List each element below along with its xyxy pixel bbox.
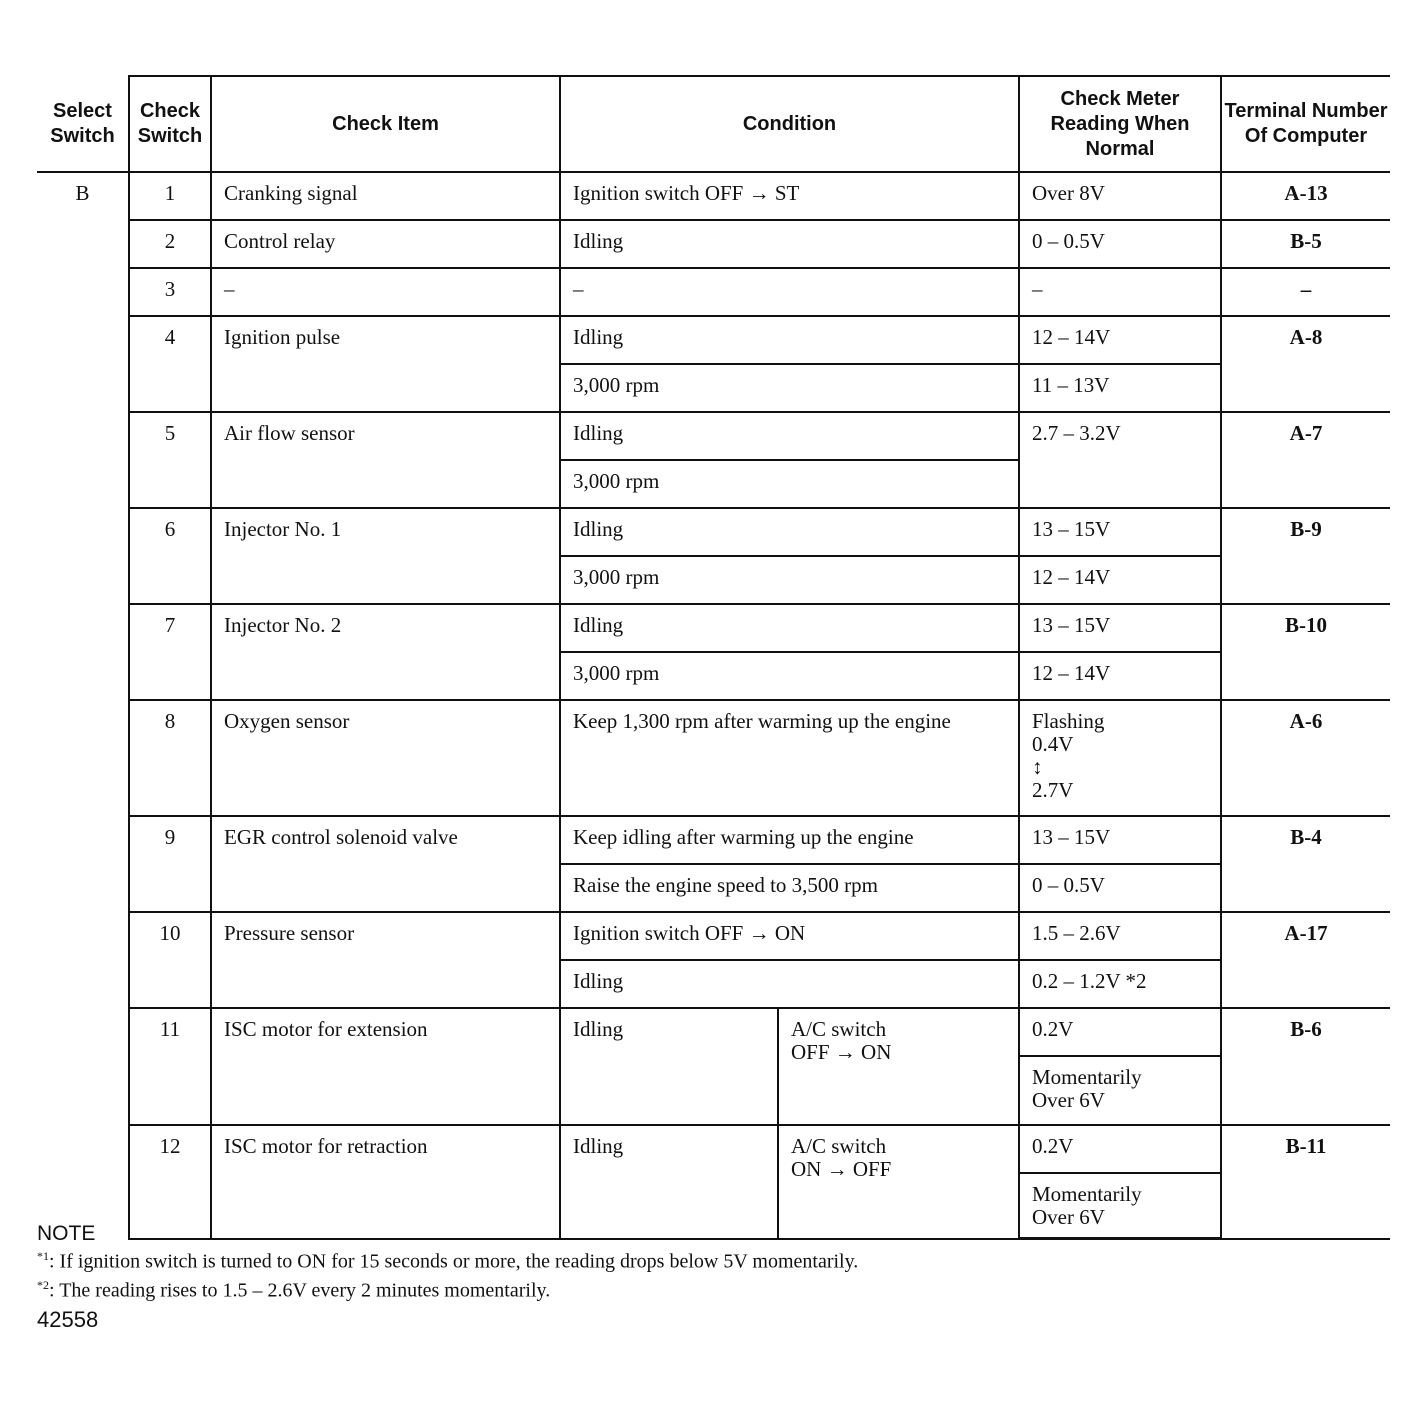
terminal-cell: B-11 (1221, 1125, 1390, 1239)
check-switch-number: 10 (129, 912, 211, 1008)
check-item: ISC motor for extension (211, 1008, 560, 1125)
condition-cell: 3,000 rpm (560, 364, 1019, 412)
header-check-switch: Check Switch (129, 76, 211, 172)
terminal-cell: B-4 (1221, 816, 1390, 912)
terminal-cell: A-17 (1221, 912, 1390, 1008)
table-row (37, 1125, 1390, 1173)
terminal-cell: – (1221, 268, 1390, 316)
terminal-cell: B-9 (1221, 508, 1390, 604)
condition-cell: 3,000 rpm (560, 556, 1019, 604)
check-item: ISC motor for retraction (211, 1125, 560, 1239)
condition-cell: Idling (560, 960, 1019, 1008)
reading-cell: Momentarily Over 6V (1019, 1173, 1221, 1239)
reading-cell: 12 – 14V (1019, 652, 1221, 700)
condition-cell: Keep idling after warming up the engine (560, 816, 1019, 864)
table-row (37, 912, 1390, 960)
reading-cell: 2.7 – 3.2V (1019, 412, 1221, 508)
reading-cell: – (1019, 268, 1221, 316)
check-item: Oxygen sensor (211, 700, 560, 816)
condition-cell: Idling (560, 1125, 778, 1239)
check-switch-number: 3 (129, 268, 211, 316)
check-item: – (211, 268, 560, 316)
reading-cell: 0.2V (1019, 1008, 1221, 1056)
table-row (37, 268, 1390, 316)
condition-cell: Idling (560, 316, 1019, 364)
ecu-check-table (37, 75, 1390, 1240)
note-1-text: : If ignition switch is turned to ON for 15 seconds or more, the reading drops below 5V momentarily. (49, 1250, 859, 1273)
terminal-cell: B-10 (1221, 604, 1390, 700)
terminal-cell: B-6 (1221, 1008, 1390, 1125)
check-item: Control relay (211, 220, 560, 268)
condition-cell: Idling (560, 508, 1019, 556)
check-item: Pressure sensor (211, 912, 560, 1008)
condition-cell: Ignition switch OFF → ON (560, 912, 1019, 960)
note-title: NOTE (37, 1222, 96, 1245)
check-switch-number: 11 (129, 1008, 211, 1125)
note-2 (37, 1274, 1337, 1303)
reading-cell: 13 – 15V (1019, 816, 1221, 864)
check-item: Ignition pulse (211, 316, 560, 412)
table-row (37, 412, 1390, 460)
reading-cell: 12 – 14V (1019, 556, 1221, 604)
condition-cell: – (560, 268, 1019, 316)
terminal-cell: B-5 (1221, 220, 1390, 268)
header-meter-reading: Check Meter Reading When Normal (1019, 76, 1221, 172)
header-condition: Condition (560, 76, 1019, 172)
header-row (37, 76, 1390, 172)
condition-sub-cell: A/C switch ON → OFF (778, 1125, 1019, 1239)
check-switch-number: 2 (129, 220, 211, 268)
note-2-mark: *2 (37, 1277, 49, 1292)
select-switch-value: B (37, 172, 129, 1239)
figure-id: 42558 (37, 1307, 99, 1332)
notes-block (37, 1222, 1337, 1302)
table-row (37, 172, 1390, 220)
terminal-cell: A-8 (1221, 316, 1390, 412)
check-switch-number: 1 (129, 172, 211, 220)
reading-cell: 13 – 15V (1019, 604, 1221, 652)
condition-cell: Idling (560, 412, 1019, 460)
condition-cell: Keep 1,300 rpm after warming up the engine (560, 700, 1019, 816)
reading-cell: 0 – 0.5V (1019, 220, 1221, 268)
check-item: Air flow sensor (211, 412, 560, 508)
reading-cell: 0.2V (1019, 1125, 1221, 1173)
header-terminal-number: Terminal Number Of Computer (1221, 76, 1390, 172)
check-item: Injector No. 1 (211, 508, 560, 604)
table-row (37, 816, 1390, 864)
reading-cell: 1.5 – 2.6V (1019, 912, 1221, 960)
condition-cell: Idling (560, 604, 1019, 652)
terminal-cell: A-13 (1221, 172, 1390, 220)
reading-cell: Flashing 0.4V ↕ 2.7V (1019, 700, 1221, 816)
reading-cell: 11 – 13V (1019, 364, 1221, 412)
condition-cell: 3,000 rpm (560, 460, 1019, 508)
table-row (37, 700, 1390, 816)
reading-cell: 13 – 15V (1019, 508, 1221, 556)
condition-cell: 3,000 rpm (560, 652, 1019, 700)
condition-sub-cell: A/C switch OFF → ON (778, 1008, 1019, 1125)
terminal-cell: A-6 (1221, 700, 1390, 816)
check-switch-number: 8 (129, 700, 211, 816)
header-select-switch: Select Switch (37, 76, 129, 172)
note-1-mark: *1 (37, 1249, 49, 1263)
reading-cell: 0 – 0.5V (1019, 864, 1221, 912)
reading-cell: 0.2 – 1.2V *2 (1019, 960, 1221, 1008)
terminal-cell: A-7 (1221, 412, 1390, 508)
condition-cell: Idling (560, 220, 1019, 268)
reading-cell: 12 – 14V (1019, 316, 1221, 364)
check-item: Cranking signal (211, 172, 560, 220)
condition-cell: Raise the engine speed to 3,500 rpm (560, 864, 1019, 912)
header-check-item: Check Item (211, 76, 560, 172)
note-2-text: : The reading rises to 1.5 – 2.6V every 2 minutes momentarily. (49, 1279, 551, 1302)
check-switch-number: 9 (129, 816, 211, 912)
table-row (37, 220, 1390, 268)
check-switch-number: 6 (129, 508, 211, 604)
check-switch-number: 12 (129, 1125, 211, 1239)
table-row (37, 604, 1390, 652)
reading-cell: Momentarily Over 6V (1019, 1056, 1221, 1125)
check-switch-number: 7 (129, 604, 211, 700)
check-item: Injector No. 2 (211, 604, 560, 700)
note-1 (37, 1245, 1337, 1274)
table-row (37, 508, 1390, 556)
table-row (37, 1008, 1390, 1056)
reading-cell: Over 8V (1019, 172, 1221, 220)
condition-cell: Ignition switch OFF → ST (560, 172, 1019, 220)
condition-cell: Idling (560, 1008, 778, 1125)
table-row (37, 316, 1390, 364)
check-switch-number: 4 (129, 316, 211, 412)
check-item: EGR control solenoid valve (211, 816, 560, 912)
check-switch-number: 5 (129, 412, 211, 508)
